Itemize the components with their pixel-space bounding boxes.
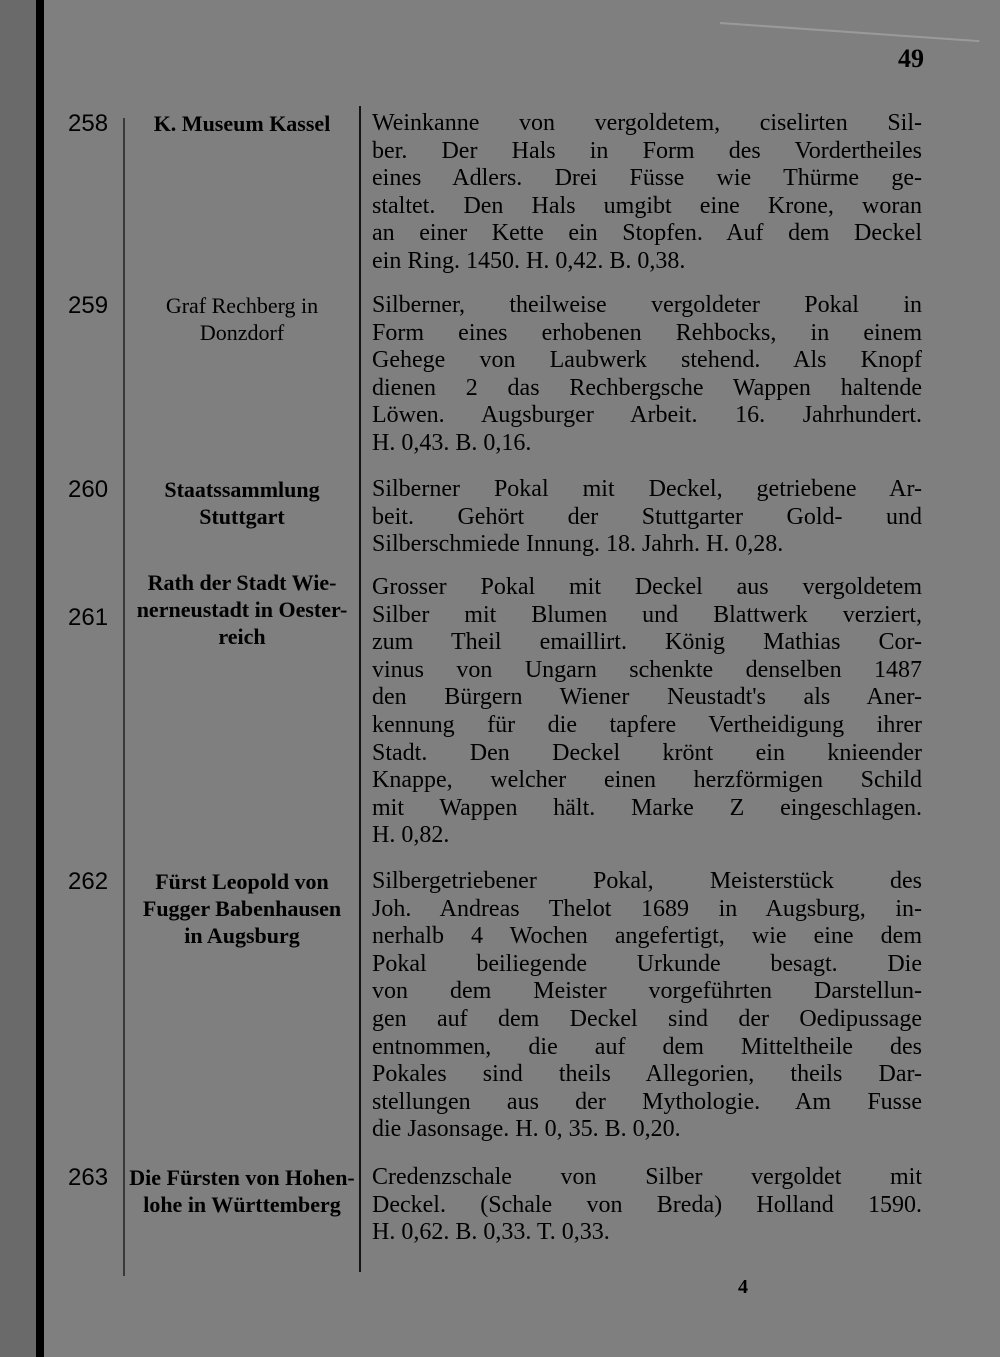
entry-number: 261 [68, 604, 109, 631]
signature-mark: 4 [738, 1276, 748, 1298]
owner-line: Staatssammlung [164, 477, 320, 502]
owner-line: Rath der Stadt Wie- [147, 570, 337, 595]
page-number: 49 [898, 44, 924, 73]
entry-number: 262 [68, 868, 109, 895]
entry-number: 259 [68, 292, 109, 319]
owner-line: Die Fürsten von Hohen- [129, 1165, 355, 1190]
owner-line: nerneustadt in Oester- [136, 597, 348, 622]
owner-line: Fürst Leopold von [155, 869, 329, 894]
owner-line: Graf Rechberg in [165, 293, 319, 318]
description-line: Weinkanne von vergoldetem, ciselirten Sil- [372, 110, 922, 136]
entry-owner [127, 1164, 357, 1218]
entry-number: 260 [68, 476, 109, 503]
description-line: an einer Kette ein Stopfen. Auf dem Deckel [372, 220, 922, 247]
owner-line: Fugger Babenhausen [142, 896, 342, 921]
owner-line: Donzdorf [199, 320, 285, 345]
description-line: staltet. Den Hals umgibt eine Krone, woran [372, 192, 922, 219]
description-line: Credenzschale von Silber vergoldet mit [372, 1164, 922, 1190]
description-line: dienen 2 das Rechbergsche Wappen haltende [372, 374, 922, 401]
description-line: kennung für die tapfere Vertheidigung ihrer [372, 711, 922, 738]
description-line: Gehege von Laubwerk stehend. Als Knopf [372, 347, 922, 374]
description-line: Silberschmiede Innung. 18. Jahrh. H. 0,28. [372, 531, 784, 558]
description-line: mit Wappen hält. Marke Z eingeschlagen. [372, 794, 922, 821]
owner-line: K. Museum Kassel [153, 111, 331, 136]
description-line: Löwen. Augsburger Arbeit. 16. Jahrhundert. [372, 402, 922, 429]
description-line: H. 0,82. [372, 822, 450, 849]
entry-description [372, 110, 922, 276]
description-line: H. 0,62. B. 0,33. T. 0,33. [372, 1219, 610, 1246]
description-line: eines Adlers. Drei Füsse wie Thürme ge- [372, 165, 922, 192]
entry-owner [127, 569, 357, 650]
entry-owner [127, 110, 357, 137]
description-line: Form eines erhobenen Rehbocks, in einem [372, 319, 922, 346]
description-line: Silbergetriebener Pokal, Meisterstück des [372, 868, 922, 894]
entry-owner [127, 476, 357, 530]
description-line: Silber mit Blumen und Blattwerk verziert, [372, 601, 922, 628]
description-line: nerhalb 4 Wochen angefertigt, wie eine dem [372, 923, 922, 950]
description-line: ein Ring. 1450. H. 0,42. B. 0,38. [372, 247, 686, 274]
entry-description [372, 292, 922, 458]
entry-number: 263 [68, 1164, 109, 1191]
description-line: ber. Der Hals in Form des Vordertheiles [372, 137, 922, 164]
owner-line: Stuttgart [199, 504, 285, 529]
entry-description [372, 574, 922, 850]
entry-number: 258 [68, 110, 109, 137]
entry-description [372, 868, 922, 1144]
description-line: Silberner Pokal mit Deckel, getriebene Ar- [372, 476, 922, 502]
entry-description [372, 1164, 922, 1247]
description-line: vinus von Ungarn schenkte denselben 1487 [372, 656, 922, 683]
description-line: Stadt. Den Deckel krönt ein knieender [372, 739, 922, 766]
column-rule-right [359, 106, 361, 1272]
description-line: Silberner, theilweise vergoldeter Pokal in [372, 292, 922, 318]
description-line: H. 0,43. B. 0,16. [372, 429, 532, 456]
description-line: entnommen, die auf dem Mitteltheile des [372, 1033, 922, 1060]
entry-owner [127, 292, 357, 346]
description-line: Pokales sind theils Allegorien, theils Dar- [372, 1061, 922, 1088]
entry-description [372, 476, 922, 559]
page-corner-fold [720, 22, 980, 42]
description-line: den Bürgern Wiener Neustadt's als Aner- [372, 684, 922, 711]
column-rule-left [123, 118, 125, 1276]
owner-line: in Augsburg [184, 923, 300, 948]
description-line: zum Theil emaillirt. König Mathias Cor- [372, 629, 922, 656]
description-line: gen auf dem Deckel sind der Oedipussage [372, 1005, 922, 1032]
binding-edge [0, 0, 44, 1357]
entry-owner [127, 868, 357, 949]
description-line: die Jasonsage. H. 0, 35. B. 0,20. [372, 1116, 681, 1143]
description-line: beit. Gehört der Stuttgarter Gold- und [372, 503, 922, 530]
description-line: Grosser Pokal mit Deckel aus vergoldetem [372, 574, 922, 600]
description-line: Deckel. (Schale von Breda) Holland 1590. [372, 1191, 922, 1218]
owner-line: lohe in Württemberg [143, 1192, 341, 1217]
owner-line: reich [218, 624, 266, 649]
description-line: von dem Meister vorgeführten Darstellun- [372, 978, 922, 1005]
description-line: Knappe, welcher einen herzförmigen Schild [372, 767, 922, 794]
description-line: stellungen aus der Mythologie. Am Fusse [372, 1088, 922, 1115]
description-line: Joh. Andreas Thelot 1689 in Augsburg, in- [372, 895, 922, 922]
description-line: Pokal beiliegende Urkunde besagt. Die [372, 950, 922, 977]
